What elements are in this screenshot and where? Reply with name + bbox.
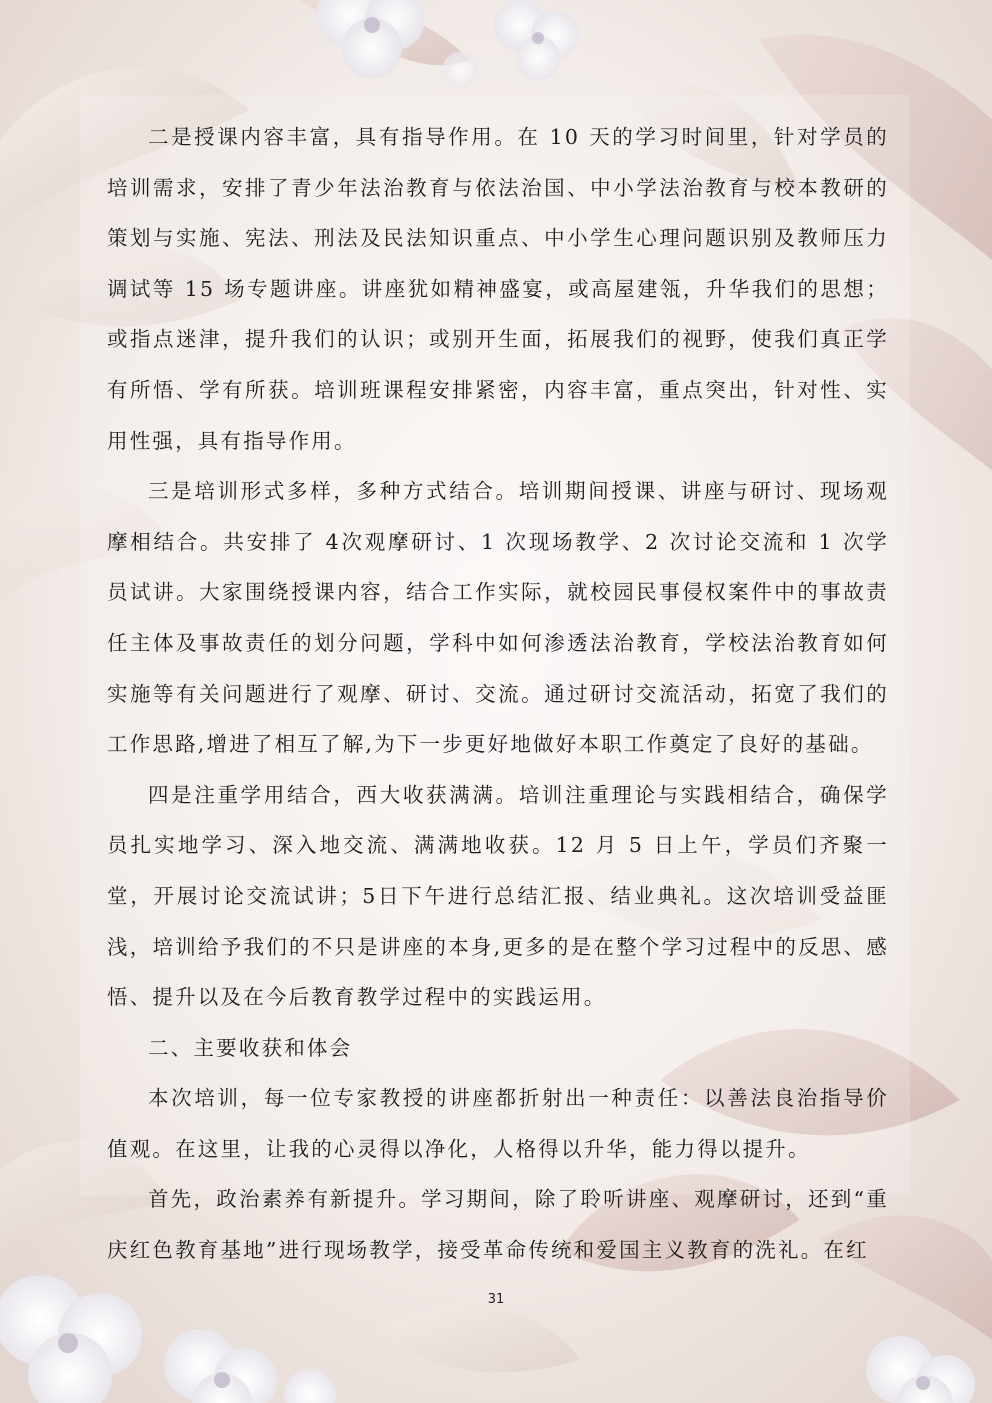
paragraph-teaching-content: 二是授课内容丰富，具有指导作用。在 10 天的学习时间里，针对学员的培训需求，安排了青少年法治教育与依法治国、中小学法治教育与校本教研的策划与实施、宪法、刑法及民法知识重点、中小学生心理问题识别及教师压力调试等 15 场专题讲座。讲座犹如精神盛宴，或高屋建瓴，升华我们的思想；或指点迷津，提升我们的认识；或别开生面，拓展我们的视野，使我们真正学有所悟、学有所获。培训班课程安排紧密，内容丰富，重点突出，针对性、实用性强，具有指导作用。: [107, 125, 889, 453]
page-number: 31: [487, 1292, 505, 1307]
document-body: [107, 112, 889, 1276]
paragraph-training-summary: 本次培训，每一位专家教授的讲座都折射出一种责任：以善法良治指导价值观。在这里，让我的心灵得以净化，人格得以升华，能力得以提升。: [107, 1086, 889, 1161]
paragraph-learning-application: 四是注重学用结合，西大收获满满。培训注重理论与实践相结合，确保学员扎实地学习、深入地交流、满满地收获。12 月 5 日上午，学员们齐聚一堂，开展讨论交流试讲；5日下午进行总结汇报、结业典礼。这次培训受益匪浅，培训给予我们的不只是讲座的本身,更多的是在整个学习过程中的反思、感悟、提升以及在今后教育教学过程中的实践运用。: [107, 782, 889, 1010]
paragraph-political-literacy: 首先，政治素养有新提升。学习期间，除了聆听讲座、观摩研讨，还到“重庆红色教育基地”进行现场教学，接受革命传统和爱国主义教育的洗礼。在红: [107, 1187, 889, 1263]
paragraph-training-format: 三是培训形式多样，多种方式结合。培训期间授课、讲座与研讨、现场观摩相结合。共安排了 4次观摩研讨、1 次现场教学、2 次讨论交流和 1 次学员试讲。大家围绕授课内容，结合工作实际，就校园民事侵权案件中的事故责任主体及事故责任的划分问题，学科中如何渗透法治教育，学校法治教育如何实施等有关问题进行了观摩、研讨、交流。通过研讨交流活动，拓宽了我们的工作思路,增进了相互了解,为下一步更好地做好本职工作奠定了良好的基础。: [107, 479, 889, 757]
section-heading-main-gains: 二、主要收获和体会: [148, 1035, 353, 1060]
